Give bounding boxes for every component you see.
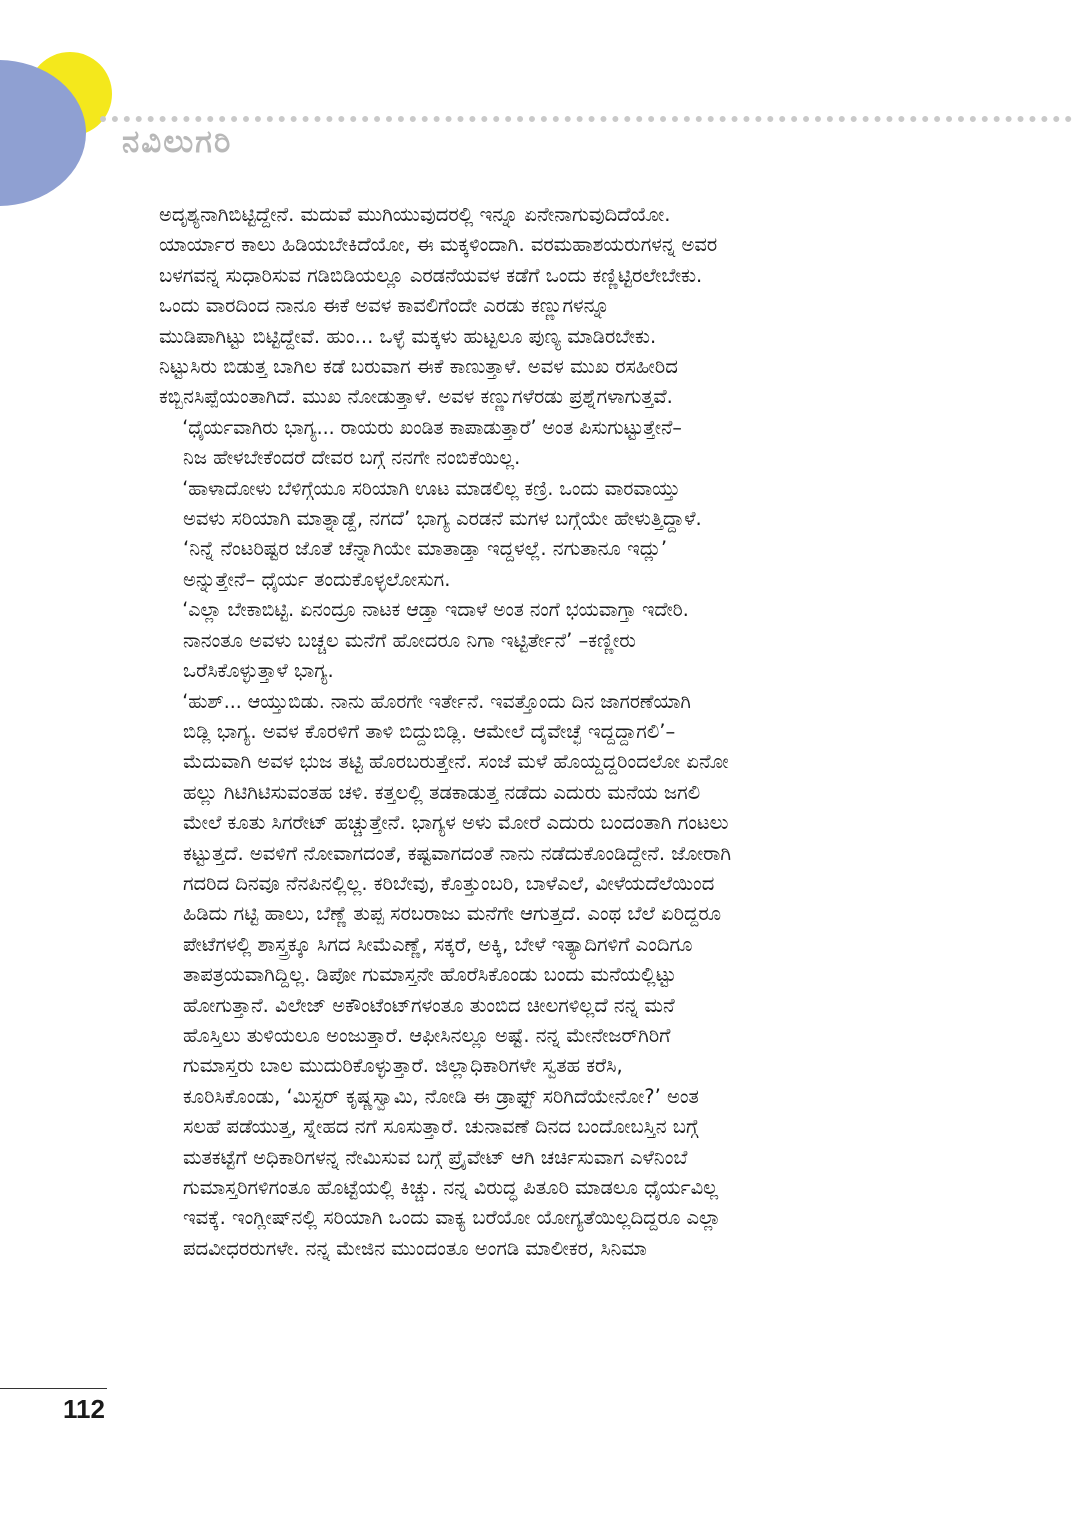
text-line: ಗುಮಾಸ್ತರಿಗಳಿಗಂತೂ ಹೊಟ್ಟೆಯಲ್ಲಿ ಕಿಚ್ಚು. ನನ್ನ ವಿರುದ್ಧ ಪಿತೂರಿ ಮಾಡಲೂ ಧೈರ್ಯವಿಲ್ಲ bbox=[183, 1176, 719, 1199]
text-line: ಹೋಗುತ್ತಾನೆ. ವಿಲೇಜ್ ಅಕೌಂಟೆಂಟ್‌ಗಳಂತೂ ತುಂಬಿದ ಚೀಲಗಳಿಲ್ಲದೆ ನನ್ನ ಮನೆ bbox=[183, 993, 675, 1017]
text-line: ಇವಕ್ಕೆ. ಇಂಗ್ಲೀಷ್‌ನಲ್ಲಿ ಸರಿಯಾಗಿ ಒಂದು ವಾಕ್ಯ ಬರೆಯೋ ಯೋಗ್ಯತೆಯಿಲ್ಲದಿದ್ದರೂ ಎಲ್ಲಾ bbox=[183, 1206, 721, 1230]
text-line: ಅನ್ನುತ್ತೇನೆ– ಧೈರ್ಯ ತಂದುಕೊಳ್ಳಲೋಸುಗ. bbox=[183, 567, 451, 591]
text-line: ಹೊಸ್ತಿಲು ತುಳಿಯಲೂ ಅಂಜುತ್ತಾರೆ. ಆಫೀಸಿನಲ್ಲೂ ಅಷ್ಟೆ. ನನ್ನ ಮೇನೇಜರ್‌ಗಿರಿಗೆ bbox=[183, 1023, 671, 1047]
text-line: ನಿಟ್ಟುಸಿರು ಬಿಡುತ್ತ ಬಾಗಿಲ ಕಡೆ ಬರುವಾಗ ಈಕೆ ಕಾಣುತ್ತಾಳೆ. ಅವಳ ಮುಖ ರಸಹೀರಿದ bbox=[159, 355, 678, 379]
text-line: ತಾಪತ್ರಯವಾಗಿದ್ದಿಲ್ಲ. ಡಿಪೋ ಗುಮಾಸ್ತನೇ ಹೊರೆಸಿಕೊಂಡು ಬಂದು ಮನೆಯಲ್ಲಿಟ್ಟು bbox=[183, 963, 677, 987]
text-line: ಬಳಗವನ್ನ ಸುಧಾರಿಸುವ ಗಡಿಬಿಡಿಯಲ್ಲೂ ಎರಡನೆಯವಳ ಕಡೆಗೆ ಒಂದು ಕಣ್ಣಿಟ್ಟಿರಲೇಬೇಕು. bbox=[159, 263, 703, 287]
paragraph bbox=[159, 200, 911, 413]
text-line: ಕೂರಿಸಿಕೊಂಡು, ‘ಮಿಸ್ಟರ್ ಕೃಷ್ಣಸ್ವಾಮಿ, ನೋಡಿ ಈ ಡ್ರಾಫ್ಟ್ ಸರಿಗಿದೆಯೇನೋ?’ ಅಂತ bbox=[183, 1084, 699, 1108]
text-line: ಹಲ್ಲು ಗಿಟಿಗಿಟಿಸುವಂತಹ ಚಳಿ. ಕತ್ತಲಲ್ಲಿ ತಡಕಾಡುತ್ತ ನಡೆದು ಎದುರು ಮನೆಯ ಜಗಲಿ bbox=[183, 780, 701, 804]
page-number: 112 bbox=[63, 1394, 105, 1424]
text-line: ಮೆದುವಾಗಿ ಅವಳ ಭುಜ ತಟ್ಟಿ ಹೊರಬರುತ್ತೇನೆ. ಸಂಜೆ ಮಳೆ ಹೊಯ್ದದ್ದರಿಂದಲೋ ಏನೋ bbox=[183, 750, 729, 774]
text-line: ‘ಹಾಳಾದೋಳು ಬೆಳಿಗ್ಗೆಯೂ ಸರಿಯಾಗಿ ಊಟ ಮಾಡಲಿಲ್ಲ ಕಣ್ರಿ. ಒಂದು ವಾರವಾಯ್ತು bbox=[182, 476, 680, 500]
paragraph bbox=[159, 474, 911, 596]
body-text bbox=[159, 200, 911, 1264]
text-line: ನಾನಂತೂ ಅವಳು ಬಚ್ಚಲ ಮನೆಗೆ ಹೋದರೂ ನಿಗಾ ಇಟ್ಟಿರ್ತೇನೆ’ –ಕಣ್ಣೀರು bbox=[183, 628, 636, 652]
header-dotted-rule bbox=[100, 116, 1072, 122]
text-line: ಕಬ್ಬಿನಸಿಪ್ಪೆಯಂತಾಗಿದೆ. ಮುಖ ನೋಡುತ್ತಾಳೆ. ಅವಳ ಕಣ್ಣುಗಳೆರಡು ಪ್ರಶ್ನೆಗಳಾಗುತ್ತವೆ. bbox=[159, 385, 673, 409]
section-title: ನವಿಲುಗರಿ bbox=[122, 124, 233, 160]
text-line: ಗುಮಾಸ್ತರು ಬಾಲ ಮುದುರಿಕೊಳ್ಳುತ್ತಾರೆ. ಜಿಲ್ಲಾಧಿಕಾರಿಗಳೇ ಸ್ವತಹ ಕರೆಸಿ, bbox=[183, 1054, 623, 1078]
paragraph bbox=[159, 595, 911, 686]
footer-rule bbox=[0, 1388, 107, 1389]
text-line: ‘ಹುಶ್... ಆಯ್ತುಬಿಡು. ನಾನು ಹೊರಗೇ ಇರ್ತೇನೆ. ಇವತ್ತೊಂದು ದಿನ ಜಾಗರಣೆಯಾಗಿ bbox=[182, 689, 691, 713]
text-line: ಅದೃಶ್ಯನಾಗಿಬಿಟ್ಟಿದ್ದೇನೆ. ಮದುವೆ ಮುಗಿಯುವುದರಲ್ಲಿ ಇನ್ನೂ ಏನೇನಾಗುವುದಿದೆಯೋ. bbox=[159, 203, 671, 226]
text-line: ಸಲಹೆ ಪಡೆಯುತ್ತ, ಸ್ನೇಹದ ನಗೆ ಸೂಸುತ್ತಾರೆ. ಚುನಾವಣೆ ದಿನದ ಬಂದೋಬಸ್ತಿನ ಬಗ್ಗೆ bbox=[183, 1115, 699, 1139]
text-line: ‘ಎಲ್ಲಾ ಬೇಕಾಬಿಟ್ಟಿ. ಏನಂದ್ರೂ ನಾಟಕ ಆಡ್ತಾ ಇದಾಳೆ ಅಂತ ನಂಗೆ ಭಯವಾಗ್ತಾ ಇದೇರಿ. bbox=[182, 598, 689, 622]
text-line: ಪದವೀಧರರುಗಳೇ. ನನ್ನ ಮೇಜಿನ ಮುಂದಂತೂ ಅಂಗಡಿ ಮಾಲೀಕರ, ಸಿನಿಮಾ bbox=[183, 1236, 647, 1260]
text-line: ಬಿಡ್ಲಿ ಭಾಗ್ಯ. ಅವಳ ಕೊರಳಿಗೆ ತಾಳಿ ಬಿದ್ದುಬಿಡ್ಲಿ. ಆಮೇಲೆ ದೈವೇಚ್ಛೆ ಇದ್ದದ್ದಾಗಲಿ’– bbox=[183, 719, 676, 743]
text-line: ‘ನಿನ್ನೆ ನೆಂಟರಿಷ್ಟರ ಜೊತೆ ಚೆನ್ನಾಗಿಯೇ ಮಾತಾಡ್ತಾ ಇದ್ದಳಲ್ಲೆ. ನಗುತಾನೂ ಇದ್ಲು’ bbox=[183, 537, 668, 561]
text-line: ಪೇಟೆಗಳಲ್ಲಿ ಶಾಸ್ತ್ರಕ್ಕೂ ಸಿಗದ ಸೀಮೆಎಣ್ಣೆ, ಸಕ್ಕರೆ, ಅಕ್ಕಿ, ಬೇಳೆ ಇತ್ಯಾದಿಗಳಿಗೆ ಎಂದಿಗೂ bbox=[183, 932, 693, 956]
text-line: ಅವಳು ಸರಿಯಾಗಿ ಮಾತ್ನಾಡ್ದೆ, ನಗದೆ’ ಭಾಗ್ಯ ಎರಡನೆ ಮಗಳ ಬಗ್ಗೆಯೇ ಹೇಳುತ್ತಿದ್ದಾಳೆ. bbox=[183, 507, 702, 531]
text-line: ಮತಕಟ್ಟೆಗೆ ಅಧಿಕಾರಿಗಳನ್ನ ನೇಮಿಸುವ ಬಗ್ಗೆ ಪ್ರೈವೇಟ್ ಆಗಿ ಚರ್ಚಿಸುವಾಗ ಎಳೆನಿಂಬೆ bbox=[183, 1145, 688, 1169]
paragraph bbox=[159, 413, 911, 474]
paragraph bbox=[159, 687, 911, 1265]
text-line: ಗದರಿದ ದಿನವೂ ನೆನಪಿನಲ್ಲಿಲ್ಲ. ಕರಿಬೇವು, ಕೊತ್ತುಂಬರಿ, ಬಾಳೆಎಲೆ, ವೀಳೆಯದೆಲೆಯಿಂದ bbox=[183, 871, 715, 895]
text-line: ಹಿಡಿದು ಗಟ್ಟಿ ಹಾಲು, ಬೆಣ್ಣೆ ತುಪ್ಪ ಸರಬರಾಜು ಮನೆಗೇ ಆಗುತ್ತದೆ. ಎಂಥ ಬೆಲೆ ಏರಿದ್ದರೂ bbox=[183, 902, 722, 926]
text-line: ನಿಜ ಹೇಳಬೇಕೆಂದರೆ ದೇವರ ಬಗ್ಗೆ ನನಗೇ ನಂಬಿಕೆಯಿಲ್ಲ. bbox=[183, 446, 521, 470]
text-line: ಮುಡಿಪಾಗಿಟ್ಟು ಬಿಟ್ಟಿದ್ದೇವೆ. ಹುಂ... ಒಳ್ಳೆ ಮಕ್ಕಳು ಹುಟ್ಟಲೂ ಪುಣ್ಯ ಮಾಡಿರಬೇಕು. bbox=[159, 324, 657, 348]
text-line: ಯಾರ್ಯಾರ ಕಾಲು ಹಿಡಿಯಬೇಕಿದೆಯೋ, ಈ ಮಕ್ಕಳಿಂದಾಗಿ. ವರಮಹಾಶಯರುಗಳನ್ನ ಅವರ bbox=[159, 233, 718, 257]
text-line: ‘ಧೈರ್ಯವಾಗಿರು ಭಾಗ್ಯ... ರಾಯರು ಖಂಡಿತ ಕಾಪಾಡುತ್ತಾರೆ’ ಅಂತ ಪಿಸುಗುಟ್ಟುತ್ತೇನೆ– bbox=[182, 415, 682, 439]
text-line: ಮೇಲೆ ಕೂತು ಸಿಗರೇಟ್ ಹಚ್ಚುತ್ತೇನೆ. ಭಾಗ್ಯಳ ಅಳು ಮೋರೆ ಎದುರು ಬಂದಂತಾಗಿ ಗಂಟಲು bbox=[183, 811, 729, 835]
text-line: ಕಟ್ಟುತ್ತದೆ. ಅವಳಿಗೆ ನೋವಾಗದಂತೆ, ಕಷ್ಟವಾಗದಂತೆ ನಾನು ನಡೆದುಕೊಂಡಿದ್ದೇನೆ. ಜೋರಾಗಿ bbox=[183, 841, 732, 865]
text-line: ಒಂದು ವಾರದಿಂದ ನಾನೂ ಈಕೆ ಅವಳ ಕಾವಲಿಗೆಂದೇ ಎರಡು ಕಣ್ಣುಗಳನ್ನೂ bbox=[159, 294, 610, 318]
text-line: ಒರೆಸಿಕೊಳ್ಳುತ್ತಾಳೆ ಭಾಗ್ಯ. bbox=[183, 659, 334, 683]
